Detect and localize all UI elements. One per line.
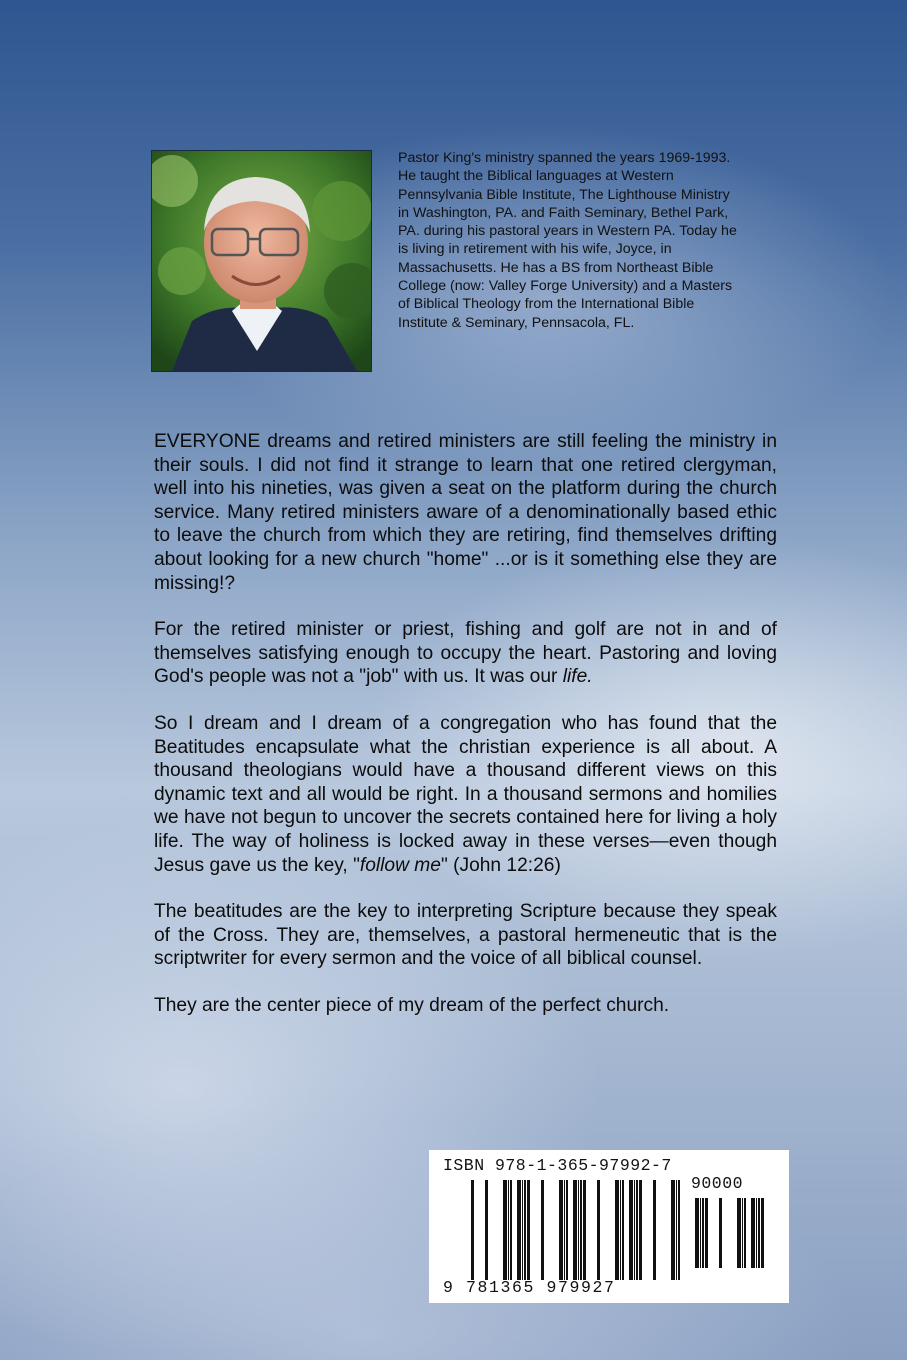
barcode-bar bbox=[508, 1180, 509, 1280]
paragraph-2: For the retired minister or priest, fishing and golf are not in and of themselves satisfying enough to occupy the heart. Pastoring and loving God's people was not a "job" with us. It was our life. bbox=[154, 619, 777, 688]
isbn-barcode bbox=[429, 1150, 789, 1303]
paragraph-3: So I dream and I dream of a congregation who has found that the Beatitudes encapsulate what the christian experience is all about. A thousand theologians would have a thousand different views on this dynamic text and all would be right. In a thousand sermons and homilies we have not begun to uncover the secrets contained here for living a holy life. The way of holiness is locked away in these verses—even though Jesus gave us the key, "follow me" (John 12:26) bbox=[154, 712, 777, 876]
author-bio: Pastor King's ministry spanned the years 1969-1993. He taught the Biblical languages at Western Pennsylvania Bible Institute, The Lighthouse Ministry in Washington, PA. and Faith Seminary, Bethel Park, PA. during his pastoral years in Western PA. Today he is living in retirement with his wife, Joyce, in Massachusetts. He has a BS from Northeast Bible College (now: Valley Forge University) and a Masters of Biblical Theology from the International Bible Institute & Seminary, Pennsacola, FL. bbox=[398, 150, 737, 331]
barcode-bar bbox=[629, 1180, 633, 1280]
paragraph-5: They are the center piece of my dream of the perfect church. bbox=[154, 994, 670, 1016]
back-cover-text bbox=[154, 430, 777, 1040]
barcode-bar bbox=[573, 1180, 577, 1280]
barcode-bar bbox=[705, 1198, 708, 1268]
barcode-bar bbox=[761, 1198, 764, 1268]
barcode-bar bbox=[639, 1180, 642, 1280]
barcode-bar bbox=[559, 1180, 563, 1280]
barcode-bar bbox=[676, 1180, 677, 1280]
barcode-bar bbox=[541, 1180, 544, 1280]
barcode-bar bbox=[695, 1198, 699, 1268]
barcode-bar bbox=[758, 1198, 760, 1268]
paragraph-1: EVERYONE dreams and retired ministers are still feeling the ministry in their souls. I did not find it strange to learn that one retired clergyman, well into his nineties, was given a seat on the platform during the church service. Many retired ministers aware of a denominationally based ethic to leave the church from which they are retiring, find themselves drifting about looking for a new church "home" ...or is it something else they are missing!? bbox=[154, 431, 777, 594]
barcode-bar bbox=[737, 1198, 741, 1268]
barcode-bar bbox=[564, 1180, 565, 1280]
barcode-bar bbox=[671, 1180, 675, 1280]
author-photo bbox=[151, 150, 372, 372]
barcode-bar bbox=[678, 1180, 680, 1280]
barcode-bar bbox=[620, 1180, 621, 1280]
barcode-bar bbox=[471, 1180, 474, 1280]
barcode-bar bbox=[524, 1180, 526, 1280]
barcode-bar bbox=[527, 1180, 530, 1280]
barcode-bar bbox=[597, 1180, 600, 1280]
barcode-bar bbox=[719, 1198, 722, 1268]
author-portrait-image bbox=[152, 151, 371, 371]
isbn-label: ISBN 978-1-365-97992-7 bbox=[443, 1156, 672, 1175]
barcode-bar bbox=[700, 1198, 701, 1268]
barcode-bar bbox=[510, 1180, 512, 1280]
barcode-bar bbox=[503, 1180, 507, 1280]
barcode-bar bbox=[522, 1180, 523, 1280]
barcode-bar bbox=[636, 1180, 638, 1280]
barcode-bar bbox=[653, 1180, 656, 1280]
barcode-bar bbox=[742, 1198, 743, 1268]
barcode-bar bbox=[578, 1180, 579, 1280]
barcode-bar bbox=[485, 1180, 488, 1280]
price-code: 90000 bbox=[691, 1174, 744, 1193]
paragraph-4: The beatitudes are the key to interpreting Scripture because they speak of the Cross. They are, themselves, a pastoral hermeneutic that is the scriptwriter for every sermon and the voice of all biblical counsel. bbox=[154, 901, 777, 970]
barcode-bar bbox=[744, 1198, 746, 1268]
barcode-bar bbox=[615, 1180, 619, 1280]
barcode-bar bbox=[634, 1180, 635, 1280]
barcode-bar bbox=[622, 1180, 624, 1280]
barcode-bar bbox=[702, 1198, 704, 1268]
barcode-bar bbox=[580, 1180, 582, 1280]
ean-digits: 9 781365 979927 bbox=[443, 1278, 616, 1297]
barcode-bar bbox=[751, 1198, 755, 1268]
barcode-bar bbox=[566, 1180, 568, 1280]
barcode-bar bbox=[583, 1180, 586, 1280]
barcode-bar bbox=[517, 1180, 521, 1280]
barcode-bar bbox=[756, 1198, 757, 1268]
